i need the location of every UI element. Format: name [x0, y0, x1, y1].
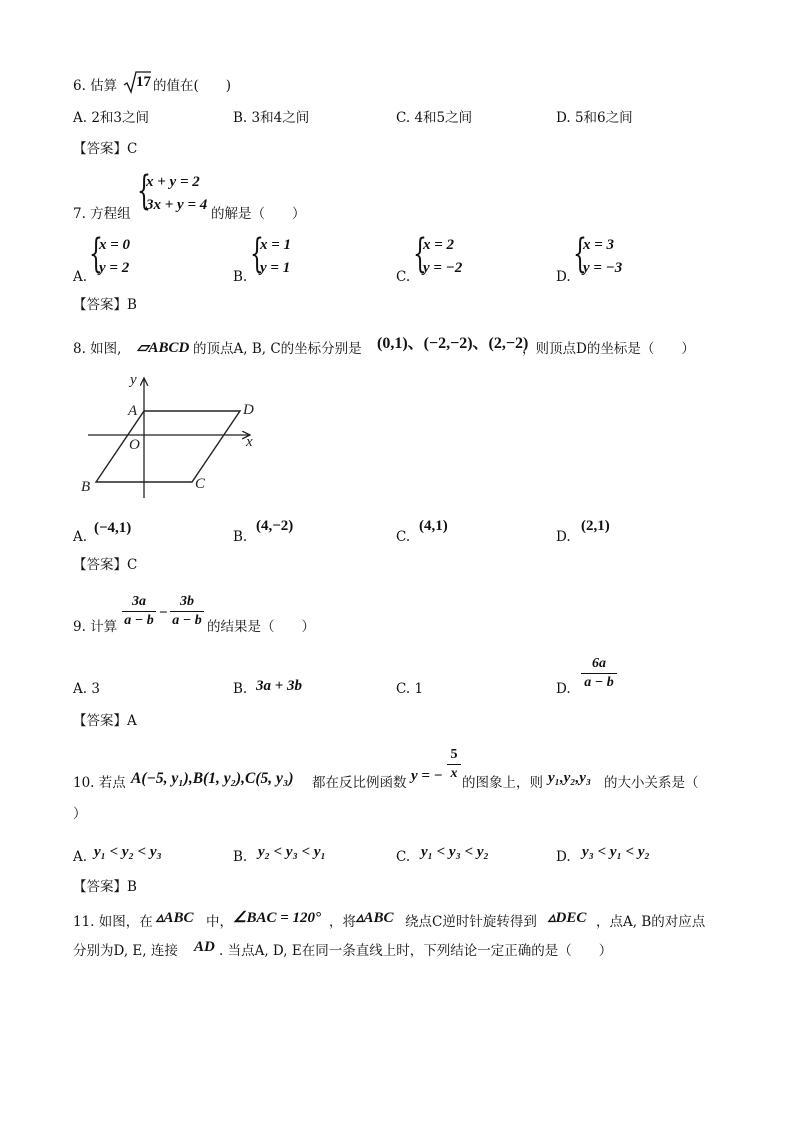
q6-stem: 6. 估算: [73, 78, 118, 94]
q11-stem: 11. 如图，在: [73, 914, 153, 930]
q8-option-d-label: D.: [556, 529, 571, 545]
q10-tail2: ）: [73, 806, 87, 822]
q6-option-c: C. 4和5之间: [396, 110, 473, 126]
minus-sign: −: [159, 605, 168, 621]
q7-answer: 【答案】B: [73, 297, 137, 313]
q6-answer: 【答案】C: [73, 141, 138, 157]
q9-answer: 【答案】A: [73, 713, 137, 729]
label-a: A: [128, 403, 138, 419]
q9-option-a: A. 3: [73, 681, 100, 697]
q8-option-a-label: A.: [73, 529, 88, 545]
label-o: O: [129, 437, 140, 453]
q9-tail: 的结果是（ ）: [207, 619, 315, 635]
brace-icon: {: [573, 231, 587, 277]
func-fraction: [447, 748, 461, 781]
f2-numerator: 3b: [180, 594, 194, 609]
q8-tail: ，则顶点D的坐标是（ ）: [522, 341, 695, 357]
q7-option-b: [250, 233, 320, 281]
q11-line2a: 分别为D, E, 连接: [73, 943, 178, 959]
q8-option-a: (−4,1): [94, 520, 132, 536]
brace-icon: {: [137, 168, 151, 214]
q10-mid2: 的图象上，则: [462, 775, 543, 791]
q11-line2b: . 当点A, D, E在同一条直线上时，下列结论一定正确的是（ ）: [219, 943, 613, 959]
q10-option-d-label: D.: [556, 849, 571, 865]
q8-option-b: (4,−2): [256, 518, 294, 534]
q8-option-c: (4,1): [419, 518, 448, 534]
fraction-3a: [122, 595, 156, 628]
q10-option-b: y₂ < y₃ < y₁: [258, 844, 326, 860]
q10-tail: 的大小关系是（: [604, 775, 699, 791]
brace-icon: {: [413, 231, 427, 277]
q9-option-c: C. 1: [396, 681, 424, 697]
q6-option-d: D. 5和6之间: [556, 110, 633, 126]
label-d: D: [243, 402, 254, 418]
q6-tail: 的值在( ): [153, 78, 232, 94]
q7-option-a: [89, 233, 159, 281]
f1-numerator: 3a: [132, 594, 146, 609]
q10-points: A(−5, y₁),B(1, y₂),C(5, y₃): [131, 770, 294, 787]
q8-answer: 【答案】C: [73, 557, 138, 573]
label-c: C: [195, 476, 206, 492]
q10-option-d: y₃ < y₁ < y₂: [582, 844, 650, 860]
d-denominator: a − b: [584, 675, 614, 690]
func-lhs: y = −: [411, 768, 443, 784]
func-numerator: 5: [450, 747, 458, 762]
q7-a-line2: y = 2: [99, 260, 130, 276]
q7-b-line1: x = 1: [260, 237, 292, 253]
q10-option-b-label: B.: [233, 849, 248, 865]
label-b: B: [81, 479, 91, 495]
q7-a-line1: x = 0: [99, 237, 131, 253]
func-denominator: x: [450, 766, 458, 781]
q10-option-c: y₁ < y₃ < y₂: [421, 844, 489, 860]
q10-option-a: y₁ < y₂ < y₃: [94, 844, 162, 860]
q11-p4: ，点A, B的对应点: [596, 914, 706, 930]
equation-2: 3x + y = 4: [146, 197, 208, 213]
d-numerator: 6a: [592, 656, 606, 671]
q9-option-d-label: D.: [556, 681, 571, 697]
q9-option-b: 3a + 3b: [256, 678, 303, 694]
label-x: x: [246, 434, 253, 450]
q9-stem: 9. 计算: [73, 619, 118, 635]
q8-option-d: (2,1): [581, 518, 610, 534]
q7-d-line2: y = −3: [583, 260, 623, 276]
fraction-3b: [170, 595, 204, 628]
q10-stem: 10. 若点: [73, 775, 126, 791]
q10-mid: 都在反比例函数: [312, 775, 407, 791]
equation-1: x + y = 2: [146, 174, 200, 190]
q8-option-b-label: B.: [233, 529, 248, 545]
radicand: 17: [136, 74, 151, 90]
triangle-abc: ▵ABC: [156, 910, 194, 926]
q10-option-c-label: C.: [396, 849, 411, 865]
q10-ys: y₁,y₂,y₃: [548, 770, 592, 786]
q8-stem: 8. 如图,: [73, 341, 122, 357]
q7-system: [137, 170, 217, 220]
angle-bac: ∠BAC = 120°: [233, 910, 322, 926]
parallelogram-figure: [78, 370, 268, 502]
q11-p3: 绕点C逆时针旋转得到: [405, 914, 537, 930]
q7-b-line2: y = 1: [260, 260, 291, 276]
q7-option-a-label: A.: [73, 269, 88, 285]
parallelogram-shape: [96, 411, 240, 482]
q7-option-d: [573, 233, 653, 281]
q10-answer: 【答案】B: [73, 879, 137, 895]
q7-option-b-label: B.: [233, 269, 248, 285]
f1-denominator: a − b: [124, 613, 154, 628]
q10-option-a-label: A.: [73, 849, 88, 865]
q7-stem: 7. 方程组: [73, 206, 131, 222]
brace-icon: {: [250, 231, 264, 277]
label-y: y: [130, 372, 137, 388]
segment-ad: AD: [194, 939, 215, 955]
q6-option-a: A. 2和3之间: [73, 110, 150, 126]
q11-p1: 中，: [206, 914, 233, 930]
q7-d-line1: x = 3: [583, 237, 615, 253]
q9-option-b-label: B.: [233, 681, 248, 697]
q8-option-c-label: C.: [396, 529, 411, 545]
brace-icon: {: [89, 231, 103, 277]
q6-option-b: B. 3和4之间: [233, 110, 310, 126]
q7-tail: 的解是（ ）: [211, 206, 306, 222]
triangle-abc-2: ▵ABC: [356, 910, 394, 926]
triangle-dec: ▵DEC: [548, 910, 587, 926]
parallelogram-abcd: ▱ABCD: [137, 340, 190, 356]
f2-denominator: a − b: [172, 613, 202, 628]
q11-p2: ，将: [329, 914, 356, 930]
q8-mid: 的顶点A, B, C的坐标分别是: [193, 341, 362, 357]
q7-option-d-label: D.: [556, 269, 571, 285]
q7-c-line1: x = 2: [423, 237, 455, 253]
q7-option-c: [413, 233, 493, 281]
q7-c-line2: y = −2: [423, 260, 463, 276]
q7-option-c-label: C.: [396, 269, 411, 285]
q9-option-d: [581, 657, 617, 690]
q8-coords: (0,1)、(−2,−2)、(2,−2): [377, 335, 529, 352]
